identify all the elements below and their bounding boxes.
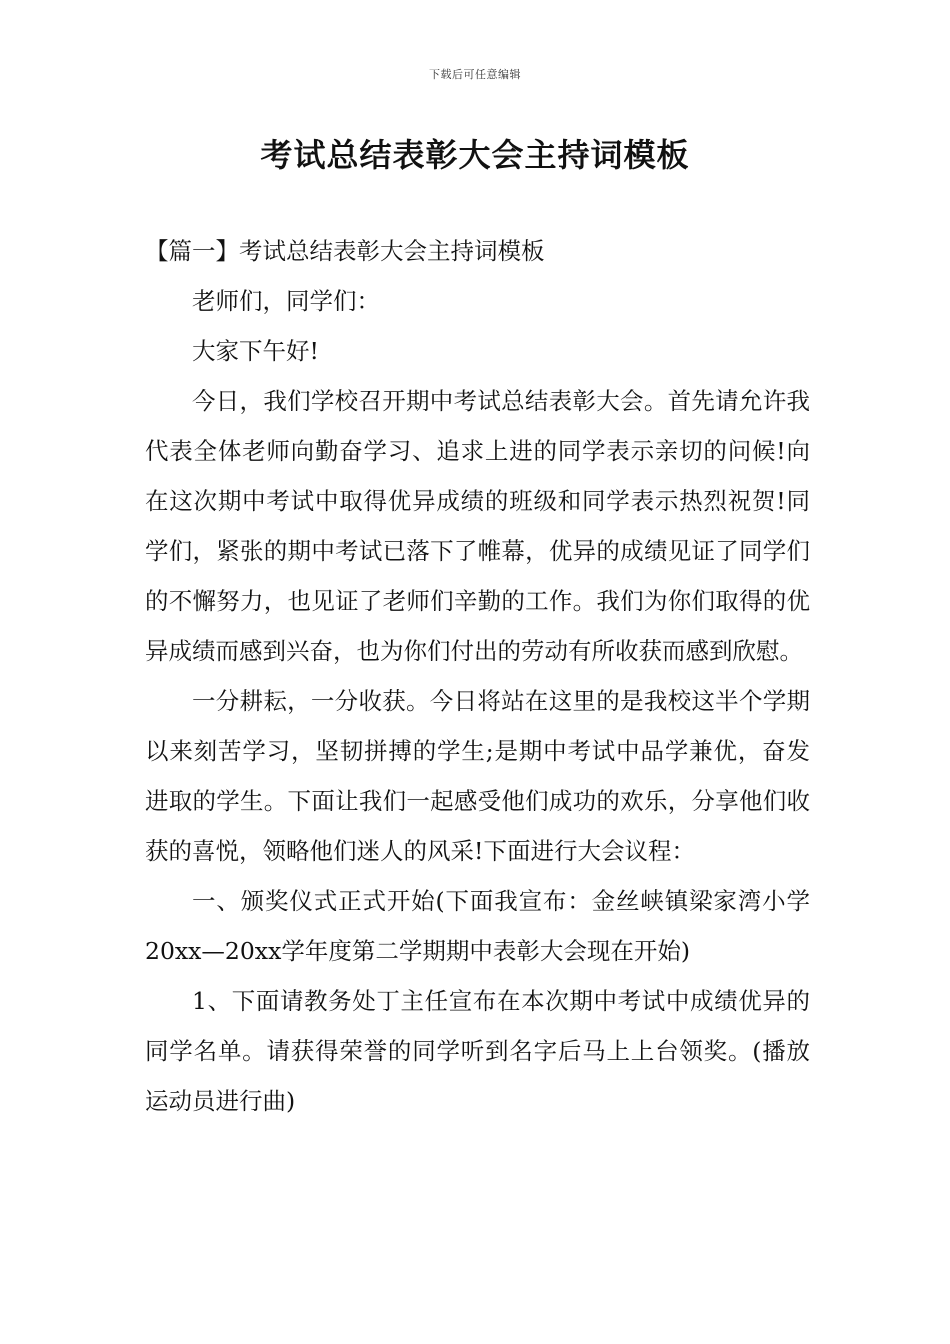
document-body [145,226,810,1126]
paragraph-harvest: 一分耕耘，一分收获。今日将站在这里的是我校这半个学期以来刻苦学习，坚韧拼搏的学生;是期中考试中品学兼优，奋发进取的学生。下面让我们一起感受他们成功的欢乐，分享他们收获的喜悦，领略他们迷人的风采!下面进行大会议程： [145,687,810,865]
paragraph-opening: 今日，我们学校召开期中考试总结表彰大会。首先请允许我代表全体老师向勤奋学习、追求上进的同学表示亲切的问候!向在这次期中考试中取得优异成绩的班级和同学表示热烈祝贺!同学们，紧张的期中考试已落下了帷幕，优异的成绩见证了同学们的不懈努力，也见证了老师们辛勤的工作。我们为你们取得的优异成绩而感到兴奋，也为你们付出的劳动有所收获而感到欣慰。 [145,387,810,665]
paragraph-greeting: 老师们，同学们： [192,287,380,315]
paragraph-afternoon: 大家下午好! [192,337,319,365]
document-title: 考试总结表彰大会主持词模板 [260,136,690,174]
section-heading: 【篇一】考试总结表彰大会主持词模板 [145,237,545,265]
paragraph-award-list: 1、下面请教务处丁主任宣布在本次期中考试中成绩优异的同学名单。请获得荣誉的同学听到名字后马上上台领奖。(播放运动员进行曲) [145,987,810,1115]
header-note: 下载后可任意编辑 [429,68,521,81]
paragraph-ceremony-start: 一、颁奖仪式正式开始(下面我宣布：金丝峡镇梁家湾小学20xx—20xx学年度第二学期期中表彰大会现在开始) [145,887,810,965]
